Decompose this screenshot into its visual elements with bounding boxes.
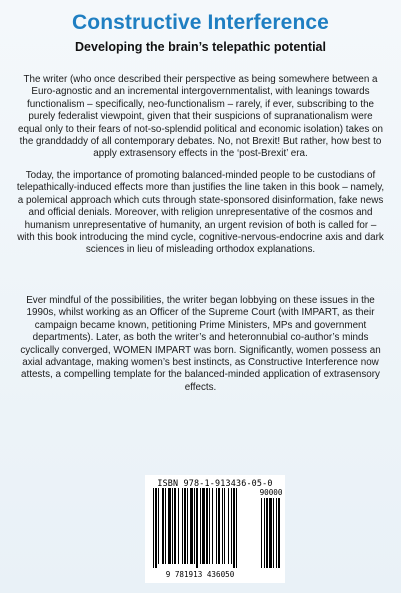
barcode-bar	[233, 488, 235, 568]
barcode-addon-number: 90000	[259, 488, 283, 497]
blurb-paragraph-1: The writer (who once described their perspective as being somewhere between a Euro-agnostic and an incremental intergovernmentalist, with leanings towards functionalism – specifically, neo-functionalism – rarely, if ever, subscribing to the purely federalist viewpoint, given that their suspicions of supranationalism were equal only to their fears of not-so-splendid political and economic isolation) takes on the granddaddy of all contemporary debates. No, not Brexit! But rather, how best to apply extrasensory effects in the ‘post-Brexit’ era.	[18, 74, 383, 160]
barcode-bar	[196, 488, 198, 568]
book-subtitle: Developing the brain’s telepathic potential	[75, 40, 326, 54]
barcode-bar	[184, 488, 186, 564]
barcode-bar	[236, 488, 237, 568]
barcode-bar	[222, 488, 223, 564]
blurb-paragraph-3: Ever mindful of the possibilities, the writer began lobbying on these issues in the 1990s, whilst working as an Officer of the Supreme Court (with IMPART, as their campaign became known, petitioning Prime Ministers, MPs and government departments). Later, as both the writer’s and heteronnubial co-author’s minds cyclically converged, WOMEN IMPART was born. Significantly, women possess an axial advantage, making women’s best instincts, as Constructive Interference now attests, a compelling template for the balanced-minded application of extrasensory effects.	[20, 295, 381, 393]
barcode-bar	[182, 488, 183, 564]
barcode-bar	[168, 488, 171, 564]
barcode-bar	[206, 488, 208, 564]
addon-bar	[278, 498, 280, 568]
barcode-bar	[202, 488, 205, 564]
addon-bar	[264, 498, 265, 568]
barcode-bar	[228, 488, 229, 564]
barcode-bars	[149, 488, 281, 570]
blurb-paragraph-2: Today, the importance of promoting balanced-minded people to be custodians of telepathically-induced effects more than justifies the line taken in this book – namely, a polemical approach which cuts through state-sponsored disinformation, fake news and official denials. Moreover, with religion unrepresentative of the cosmos and humanism unrepresentative of humanity, an urgent revision of both is called for – with this book introducing the mind cycle, cognitive-nervous-endocrine axis and dark sciences in lieu of misleading orthodox explanations.	[16, 170, 385, 256]
addon-bar	[269, 498, 272, 568]
barcode-bar	[172, 488, 173, 564]
addon-bar	[261, 498, 262, 568]
barcode-bar	[190, 488, 193, 564]
addon-bar	[276, 498, 277, 568]
barcode-number: 9 781913 436050	[165, 570, 235, 579]
addon-bar	[273, 498, 274, 568]
barcode-bar	[155, 488, 157, 568]
barcode-bar	[224, 488, 225, 564]
barcode-bar	[165, 488, 166, 564]
barcode-bar	[187, 488, 188, 564]
barcode-bar	[212, 488, 213, 564]
barcode-bar	[218, 488, 220, 564]
barcode-bar	[194, 488, 195, 564]
isbn-barcode	[145, 475, 285, 583]
book-title: Constructive Interference	[72, 11, 329, 34]
barcode-bar	[231, 488, 232, 564]
barcode-bar	[200, 488, 201, 564]
barcode-bar	[174, 488, 176, 564]
isbn-label: ISBN 978-1-913436-05-0	[157, 478, 273, 488]
barcode-bar	[162, 488, 164, 564]
barcode-bar	[209, 488, 210, 564]
barcode-bar	[158, 488, 159, 564]
barcode-bar	[153, 488, 154, 568]
barcode-bar	[216, 488, 217, 564]
barcode-bar	[178, 488, 179, 564]
addon-bar	[266, 498, 268, 568]
